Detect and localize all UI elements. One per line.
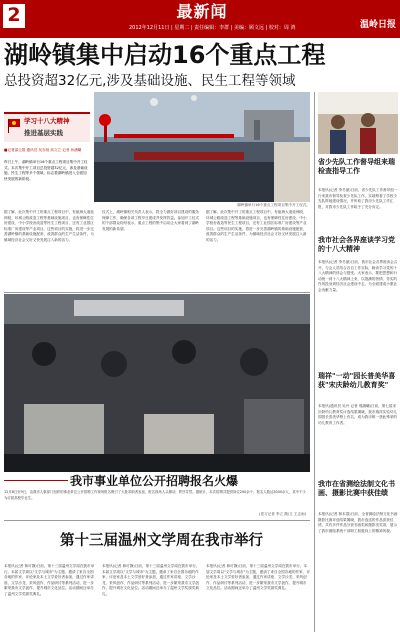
lead-photo [94, 92, 310, 202]
sidebar-article3-title: 瑞祥"一动"园长普美华喜获"宋庆龄幼儿教育奖" [318, 372, 396, 389]
jobfair-title-rule [4, 480, 68, 481]
sidebar-article2-title: 我市社会各界座谈学习党的十八大精神 [318, 236, 395, 253]
sidebar-article1-body: 本报讯(记者 李冬丽)日前，省少先队工作督导组一行来我市督导检查少先队工作，实地察看了学校少先队阵地建设情况，并听取了我市少先队工作汇报，对我市少先队工作给予了充分肯定。 [318, 188, 398, 209]
jobfair-headline: 我市事业单位公开招聘报名火爆 [70, 474, 239, 488]
brand-logo: 温岭日报 [359, 20, 396, 30]
lead-body-col2: 仪式上，湖岭镇相关负责人表示，将全力做好项目建设的服务保障工作，确保各项工程早日建成并发挥效益。参加开工仪式的干部群众纷纷表示，重点工程的集中启动让大家看到了湖岭发展的新希望。 [102, 210, 200, 231]
litweek-body-col3: 本报讯(记者 林可静)日前，第十三届温州文学周在我市举行。本届文学周以"文学与城市"为主题，邀请了来自全国各地的作家、评论家及本土文学爱好者参加，通过作家讲座、文学沙龙、采风创作、作品研讨等系列活动，进一步繁荣我市文学创作，提升城市文化品位。活动期间还举办了温州文学奖颁奖典礼。 [206, 564, 310, 591]
lead-headline: 湖岭镇集中启动16个重点工程 [4, 41, 326, 69]
lead-photo-caption: 湖岭镇举行16个重点工程项目集中开工仪式。 [237, 203, 310, 207]
litweek-body-col2: 本报讯(记者 林可静)日前，第十三届温州文学周在我市举行。本届文学周以"文学与城市"为主题，邀请了来自全国各地的作家、评论家及本土文学爱好者参加，通过作家讲座、文学沙龙、采风创作、作品研讨等系列活动，进一步繁荣我市文学创作，提升城市文化品位。活动期间还举办了温州文学奖颁奖典礼。 [102, 564, 200, 596]
bottom-divider [4, 520, 310, 521]
page-number: 2 [3, 4, 25, 28]
litweek-body-col1: 本报讯(记者 林可静)日前，第十三届温州文学周在我市举行。本届文学周以"文学与城市"为主题，邀请了来自全国各地的作家、评论家及本土文学爱好者参加，通过作家讲座、文学沙龙、采风创作、作品研讨等系列活动，进一步繁荣我市文学创作，提升城市文化品位。活动期间还举办了温州文学奖颁奖典礼。 [4, 564, 95, 596]
litweek-headline: 第十三届温州文学周在我市举行 [60, 533, 263, 549]
lead-intro: 昨日上午，湖岭镇举行16个重点工程项目集中开工仪式。本次集中开工项目总投资超32亿元，涉及基础设施、民生工程等多个领域，标志着湖岭镇进入全面加快发展的新阶段。 [4, 160, 88, 181]
sidebar-article3-body: 本报讯(通讯员 吴丹 记者 邢涵曦)日前，第七届宋庆龄幼儿教育奖评选结果揭晓，我市瑞祥实验幼儿园园长普美华榜上有名，成为我市唯一获此殊荣的幼儿教育工作者。 [318, 404, 398, 425]
jobfair-photo [4, 294, 310, 472]
jobfair-credit: (见习记者 李立 摄/文 王志雨) [259, 512, 306, 516]
badge-line1: 学习十八大精神 [24, 117, 70, 125]
section-title [147, 2, 257, 22]
sidebar-divider [314, 92, 315, 632]
issue-meta: 2012年12月11日 | 星期二 | 责任编辑：李群 | 美编：顾文远 | 校对：周 鸿 [129, 25, 296, 31]
jobfair-body: 12月8日至9日，由我市人事部门组织的事业单位公开招聘工作现场报名吸引了大批求职者参加，报名现场人头攒动，秩序井然。据统计，本次招聘共提供岗位200余个，报名人数达3000余人，其中不少为应届高校毕业生。 [4, 490, 306, 500]
lead-byline: ■记者邵云翔 通讯员 吴亦扬 高文立 记者 孙涵曦 [4, 148, 82, 152]
lead-body-col1: 据了解，此次集中开工的重点工程项目中，有瓯海大道延伸段、环城公路改造工程等基础设施项目，也有保障性住房建设、中小学校舍改造等民生工程项目，还有工业园区标准厂房建设等产业项目。这些项目的实施，将进一步完善湖岭镇的基础设施配套，改善群众的生产生活条件，为镇域经济社会又好又快发展注入新的活力。 [4, 210, 94, 242]
badge-line2: 推进基层实践 [24, 129, 63, 137]
sidebar-article2-body: 本报讯(记者 李冬丽)日前，我市社会各界座谈会召开，与会人员结合各自工作实际，畅谈学习党的十八大精神的体会与感受。大家表示，要把思想和行动统一到十八大精神上来，以饱满的热情、务实的作风投身到经济社会建设中去，为全面建成小康社会贡献力量。 [318, 260, 398, 292]
sidebar-article4-body: 本报讯(记者 林本慕)日前，全省测绘法制文化书画摄影比赛评选结果揭晓，我市选送的作品喜获佳绩，共有多件作品分获书画类和摄影类奖项，展示了我市测绘系统干部职工积极向上的精神风貌。 [318, 512, 398, 533]
section-title-text: 最新闻 [176, 2, 228, 21]
lead-body-col3: 据了解，此次集中开工的重点工程项目中，有瓯海大道延伸段、环城公路改造工程等基础设施项目，也有保障性住房建设、中小学校舍改造等民生工程项目，还有工业园区标准厂房建设等产业项目。这些项目的实施，将进一步完善湖岭镇的基础设施配套，改善群众的生产生活条件，为镇域经济社会又好又快发展注入新的活力。 [206, 210, 307, 242]
sidebar-article4-title: 我市在省测绘法制文化书画、摄影比赛中获佳绩 [318, 480, 395, 497]
theme-badge [4, 112, 90, 142]
sidebar-photo [318, 92, 398, 154]
lead-subhead: 总投资超32亿元,涉及基础设施、民生工程等领域 [4, 73, 296, 89]
sidebar-article1-title: 省少先队工作督导组来瑞检查指导工作 [318, 158, 395, 175]
section-divider [4, 292, 310, 293]
flag-icon [6, 117, 22, 133]
jobfair-title-bar [4, 474, 310, 488]
